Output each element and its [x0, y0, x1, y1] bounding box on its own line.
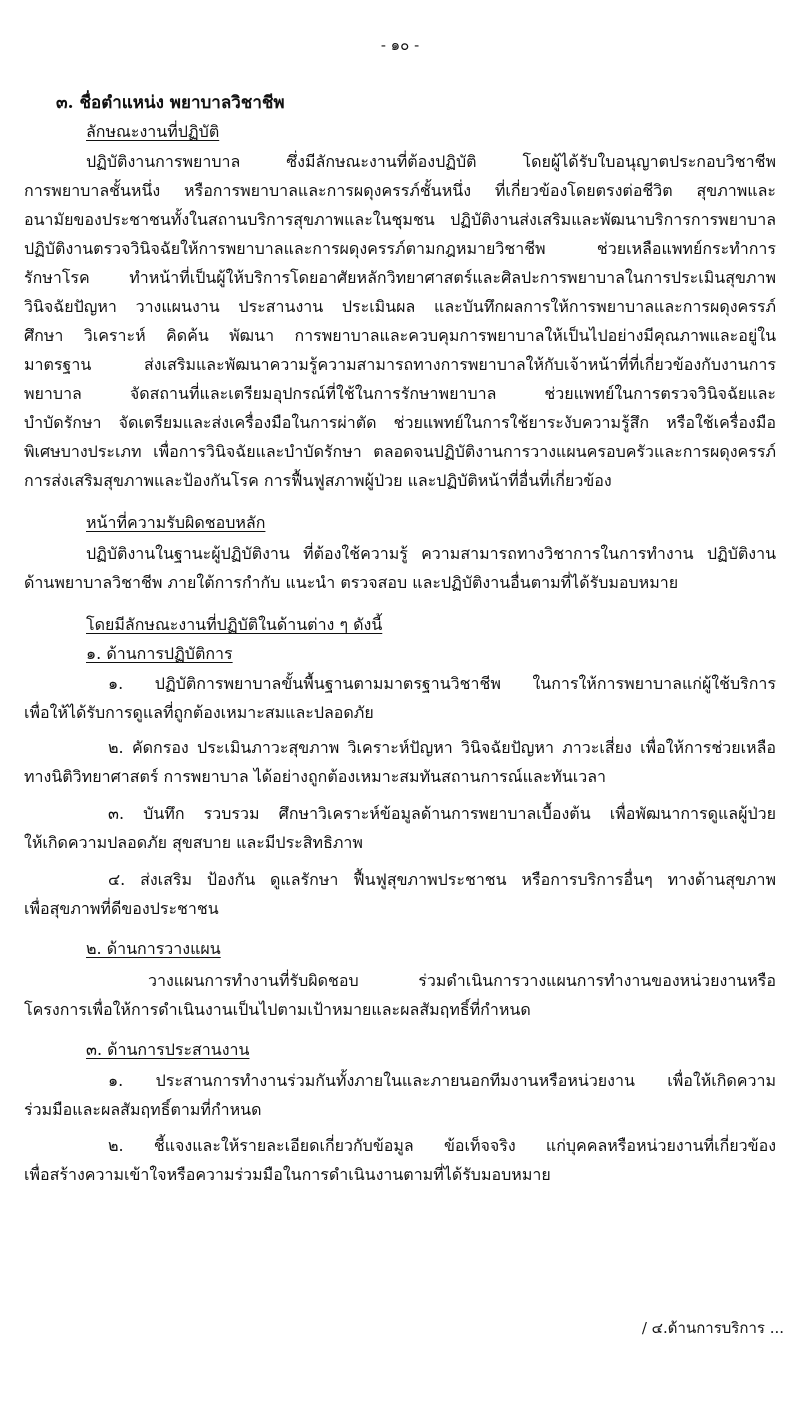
duties-line: บำบัดรักษา จัดเตรียมและส่งเครื่องมือในการผ่าตัด ช่วยแพทย์ในการใช้ยาระงับความรู้สึก หรือใช้เครื่องมือ [24, 413, 776, 432]
area3-item: ๒. ชี้แจงและให้รายละเอียดเกี่ยวกับข้อมูล ข้อเท็จจริง แก่บุคคลหรือหน่วยงานที่เกี่ยวข้อง [108, 1136, 776, 1155]
areas-heading: โดยมีลักษณะงานที่ปฏิบัติในด้านต่าง ๆ ดังนี้ [86, 615, 383, 634]
area1-item-cont: ทางนิติวิทยาศาสตร์ การพยาบาล ได้อย่างถูกต้องเหมาะสมทันสถานการณ์และทันเวลา [24, 767, 607, 786]
duties-line: ปฏิบัติงานตรวจวินิจฉัยให้การพยาบาลและการผดุงครรภ์ตามกฎหมายวิชาชีพ ช่วยเหลือแพทย์กระทำการ [24, 239, 776, 258]
area1-item-cont: เพื่อให้ได้รับการดูแลที่ถูกต้องเหมาะสมและปลอดภัย [24, 703, 374, 722]
responsibilities-heading: หน้าที่ความรับผิดชอบหลัก [86, 513, 266, 532]
duties-line: ปฏิบัติงานการพยาบาล ซึ่งมีลักษณะงานที่ต้องปฏิบัติ โดยผู้ได้รับใบอนุญาตประกอบวิชาชีพ [86, 152, 776, 171]
responsibilities-line: ปฏิบัติงานในฐานะผู้ปฏิบัติงาน ที่ต้องใช้ความรู้ ความสามารถทางวิชาการในการทำงาน ปฏิบัติงาน [86, 544, 776, 563]
area1-item-cont: ให้เกิดความปลอดภัย สุขสบาย และมีประสิทธิภาพ [24, 833, 363, 852]
duties-line: อนามัยของประชาชนทั้งในสถานบริการสุขภาพและในชุมชน ปฏิบัติงานส่งเสริมและพัฒนาบริการการพยาบาล [24, 210, 776, 229]
page-number: - ๑๐ - [380, 36, 420, 54]
duties-line: ศึกษา วิเคราะห์ คิดค้น พัฒนา การพยาบาลและควบคุมการพยาบาลให้เป็นไปอย่างมีคุณภาพและอยู่ใน [24, 326, 776, 345]
duties-line: วินิจฉัยปัญหา วางแผนงาน ประสานงาน ประเมินผล และบันทึกผลการให้การพยาบาลและการผดุงครรภ์ [24, 297, 776, 316]
area2-heading: ๒. ด้านการวางแผน [86, 939, 221, 958]
section-heading: ๓. ชื่อตำแหน่ง พยาบาลวิชาชีพ [56, 93, 285, 113]
area3-heading: ๓. ด้านการประสานงาน [86, 1040, 250, 1059]
duties-line: พยาบาล จัดสถานที่และเตรียมอุปกรณ์ที่ใช้ในการรักษาพยาบาล ช่วยแพทย์ในการตรวจวินิจฉัยและ [24, 384, 776, 403]
area1-item-cont: เพื่อสุขภาพที่ดีของประชาชน [24, 899, 219, 918]
area3-item-cont: เพื่อสร้างความเข้าใจหรือความร่วมมือในการดำเนินงานตามที่ได้รับมอบหมาย [24, 1165, 551, 1184]
duties-line: การพยาบาลชั้นหนึ่ง หรือการพยาบาลและการผดุงครรภ์ชั้นหนึ่ง ที่เกี่ยวข้องโดยตรงต่อชีวิต สุขภาพและ [24, 181, 776, 200]
responsibilities-line: ด้านพยาบาลวิชาชีพ ภายใต้การกำกับ แนะนำ ตรวจสอบ และปฏิบัติงานอื่นตามที่ได้รับมอบหมาย [24, 573, 679, 592]
area1-item: ๓. บันทึก รวบรวม ศึกษาวิเคราะห์ข้อมูลด้านการพยาบาลเบื้องต้น เพื่อพัฒนาการดูแลผู้ป่วย [108, 804, 776, 823]
duties-line: รักษาโรค ทำหน้าที่เป็นผู้ให้บริการโดยอาศัยหลักวิทยาศาสตร์และศิลปะการพยาบาลในการประเมินสุขภาพ [24, 268, 776, 287]
area2-line: โครงการเพื่อให้การดำเนินงานเป็นไปตามเป้าหมายและผลสัมฤทธิ์ที่กำหนด [24, 1000, 531, 1019]
duties-line: พิเศษบางประเภท เพื่อการวินิจฉัยและบำบัดรักษา ตลอดจนปฏิบัติงานการวางแผนครอบครัวและการผดุงครรภ์ [24, 442, 776, 461]
duties-line: การส่งเสริมสุขภาพและป้องกันโรค การฟื้นฟูสภาพผู้ป่วย และปฏิบัติหน้าที่อื่นที่เกี่ยวข้อง [24, 471, 612, 490]
area3-item-cont: ร่วมมือและผลสัมฤทธิ์ตามที่กำหนด [24, 1100, 262, 1119]
area1-item: ๒. คัดกรอง ประเมินภาวะสุขภาพ วิเคราะห์ปัญหา วินิจฉัยปัญหา ภาวะเสี่ยง เพื่อให้การช่วยเหลือ [108, 738, 776, 757]
area3-item: ๑. ประสานการทำงานร่วมกันทั้งภายในและภายนอกทีมงานหรือหน่วยงาน เพื่อให้เกิดความ [108, 1071, 776, 1090]
area1-item: ๔. ส่งเสริม ป้องกัน ดูแลรักษา ฟื้นฟูสุขภาพประชาชน หรือการบริการอื่นๆ ทางด้านสุขภาพ [108, 870, 776, 889]
duties-heading: ลักษณะงานที่ปฏิบัติ [86, 122, 220, 141]
area2-line: วางแผนการทำงานที่รับผิดชอบ ร่วมดำเนินการวางแผนการทำงานของหน่วยงานหรือ [148, 971, 776, 990]
footer-continuation: / ๔.ด้านการบริการ ... [641, 1319, 784, 1337]
duties-line: มาตรฐาน ส่งเสริมและพัฒนาความรู้ความสามารถทางการพยาบาลให้กับเจ้าหน้าที่ที่เกี่ยวข้องกับงานการ [24, 355, 776, 374]
area1-item: ๑. ปฏิบัติการพยาบาลขั้นพื้นฐานตามมาตรฐานวิชาชีพ ในการให้การพยาบาลแก่ผู้ใช้บริการ [108, 674, 776, 693]
area1-heading: ๑. ด้านการปฏิบัติการ [86, 644, 233, 663]
